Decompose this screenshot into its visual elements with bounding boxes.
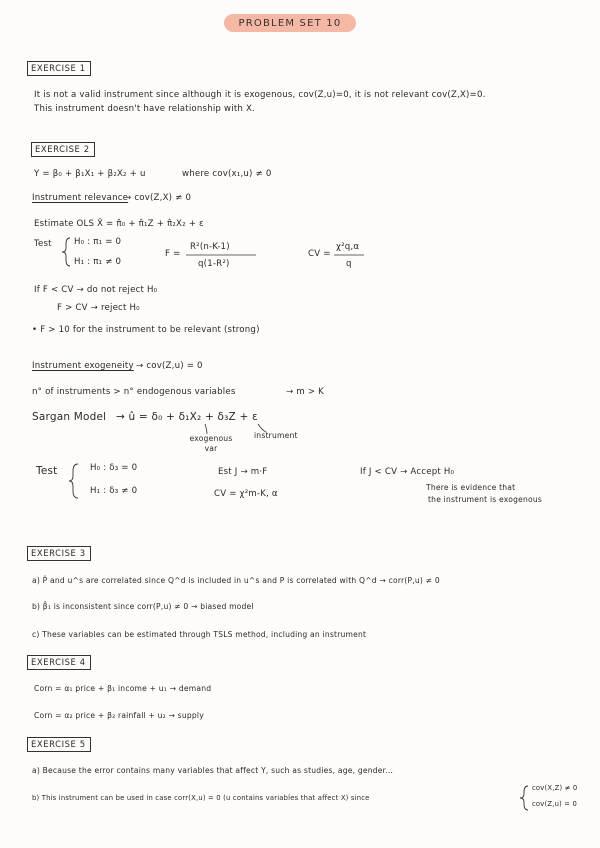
ex3-c: c) These variables can be estimated through TSLS method, including an instrument [32, 630, 367, 639]
ex3-a: a) P̂ and u^s are correlated since Q^d is included in u^s and P is correlated with Q^d → corr(P,u) ≠ 0 [32, 576, 440, 585]
ex2-exog-note: exogenous var [189, 434, 233, 453]
ex2-exog-cond: → cov(Z,u) = 0 [136, 361, 203, 371]
ex2-f-den: q(1-R²) [198, 259, 230, 269]
exercise3-heading: EXERCISE 3 [27, 546, 91, 561]
exercise1-heading: EXERCISE 1 [27, 61, 91, 76]
exercise2-heading: EXERCISE 2 [31, 142, 95, 157]
ex5-b: b) This instrument can be used in case corr(X,u) = 0 (u contains variables that affect X) since [32, 794, 370, 802]
ex2-f-num: R²(n-K-1) [190, 242, 230, 252]
exogenous-arrow [205, 424, 207, 434]
ex2-f-lhs: F = [165, 249, 181, 259]
exercise5-heading: EXERCISE 5 [27, 737, 91, 752]
ex2-accept: If J < CV → Accept H₀ [360, 467, 455, 477]
ex2-rule3: • F > 10 for the instrument to be relevant (strong) [32, 325, 260, 335]
test-brace-2 [69, 464, 78, 498]
ex2-cv2: CV = χ²m-K, α [214, 489, 278, 499]
exercise1-line2: This instrument doesn't have relationship with X. [34, 104, 255, 114]
ex5-brace [520, 786, 528, 810]
ex2-relevance-label: Instrument relevance [32, 193, 129, 203]
ex2-h1: H₁ : π₁ ≠ 0 [74, 257, 122, 267]
ex2-h0: H₀ : π₁ = 0 [74, 237, 122, 247]
ex2-relevance-cond: → cov(Z,X) ≠ 0 [124, 193, 192, 203]
ex4-demand: Corn = α₁ price + β₁ income + u₁ → demand [34, 684, 212, 693]
ex2-exog-label: Instrument exogeneity [32, 361, 134, 371]
ex5-cond1: cov(X,Z) ≠ 0 [532, 784, 578, 792]
ex2-sargan-label: Sargan Model [32, 411, 107, 423]
ex2-evidence1: There is evidence that [426, 483, 516, 492]
ex3-b: b) β̂₁ is inconsistent since corr(P,u) ≠ 0 → biased model [32, 602, 254, 611]
ex2-est: Est J → m·F [218, 467, 268, 477]
ex2-cv-den: q [346, 259, 352, 269]
exercise4-heading: EXERCISE 4 [27, 655, 91, 670]
ex2-h0b: H₀ : δ₃ = 0 [90, 463, 138, 473]
ex2-cv-num: χ²q,α [336, 242, 360, 252]
ex2-test2-label: Test [36, 465, 58, 477]
exercise1-line1: It is not a valid instrument since although it is exogenous, cov(Z,u)=0, it is not relevant cov(Z,X)=0. [34, 90, 486, 100]
ex2-cv-lhs: CV = [308, 249, 331, 259]
ex2-where: where cov(x₁,u) ≠ 0 [182, 169, 272, 179]
ex2-rule1: If F < CV → do not reject H₀ [34, 285, 158, 295]
ex2-sargan-eq: → û = δ₀ + δ₁X₂ + δ₃Z + ε [116, 411, 258, 423]
page-title-text: PROBLEM SET 10 [238, 17, 342, 29]
test-brace [62, 238, 70, 266]
ex2-evidence2: the instrument is exogenous [428, 495, 542, 504]
ex4-supply: Corn = α₂ price + β₂ rainfall + u₂ → supply [34, 711, 204, 720]
ex2-test-label: Test [34, 239, 52, 249]
ex2-count-result: → m > K [286, 387, 325, 397]
ex5-cond2: cov(Z,u) = 0 [532, 800, 578, 808]
ex2-h1b: H₁ : δ₃ ≠ 0 [90, 486, 138, 496]
ex2-model: Y = β₀ + β₁X₁ + β₂X₂ + u [34, 169, 146, 179]
ex2-estimate: Estimate OLS X̂ = π̂₀ + π̂₁Z + π̂₂X₂ + ε [34, 219, 204, 229]
ex2-count-line: n° of instruments > n° endogenous variables [32, 387, 236, 397]
ex2-rule2: F > CV → reject H₀ [57, 303, 140, 313]
ex5-a: a) Because the error contains many variables that affect Y, such as studies, age, gender... [32, 766, 394, 775]
ex2-instr-note: instrument [254, 431, 298, 440]
